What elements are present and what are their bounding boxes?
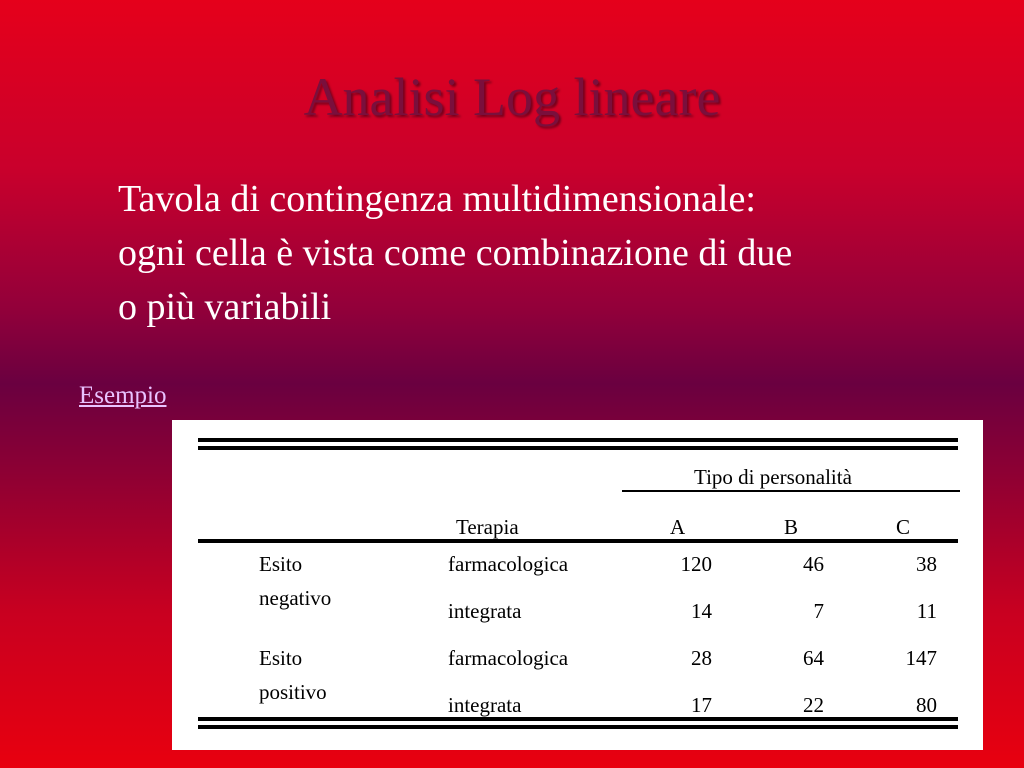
value-cell: 28 [691, 646, 712, 670]
value-cell: 11 [916, 599, 937, 623]
group-header-underline [622, 490, 960, 492]
body-line: o più variabili [118, 286, 332, 328]
therapy-cell: integrata [448, 599, 522, 623]
value-cell: 22 [803, 693, 824, 717]
body-line: ogni cella è vista come combinazione di due [118, 232, 793, 274]
contingency-table [172, 420, 983, 750]
value-cell: 38 [916, 552, 937, 576]
therapy-cell: farmacologica [448, 552, 569, 576]
table-top-rule [198, 438, 958, 442]
column-header-a: A [670, 515, 686, 539]
body-line: Tavola di contingenza multidimensionale: [118, 178, 756, 220]
table-bottom-rule [198, 717, 958, 721]
column-header-c: C [896, 515, 911, 539]
value-cell: 120 [680, 552, 712, 576]
esempio-link[interactable]: Esempio [79, 382, 167, 409]
table-bottom-rule [198, 725, 958, 729]
table-top-rule [198, 446, 958, 450]
slide-body-text [118, 172, 948, 334]
value-cell: 80 [916, 693, 937, 717]
therapy-cell: farmacologica [448, 646, 569, 670]
therapy-cell: integrata [448, 693, 522, 717]
value-cell: 64 [803, 646, 824, 670]
value-cell: 14 [691, 599, 712, 623]
value-cell: 7 [813, 599, 824, 623]
outcome-label: negativo [259, 586, 332, 610]
outcome-label: Esito [259, 552, 303, 576]
value-cell: 147 [905, 646, 937, 670]
outcome-label: Esito [259, 646, 303, 670]
value-cell: 17 [691, 693, 712, 717]
group-header: Tipo di personalità [694, 465, 852, 489]
slide-title: Analisi Log lineare [303, 67, 721, 127]
header-rule [198, 539, 958, 543]
outcome-label: positivo [259, 680, 327, 704]
value-cell: 46 [803, 552, 824, 576]
column-header-b: B [784, 515, 799, 539]
therapy-header: Terapia [456, 515, 519, 539]
